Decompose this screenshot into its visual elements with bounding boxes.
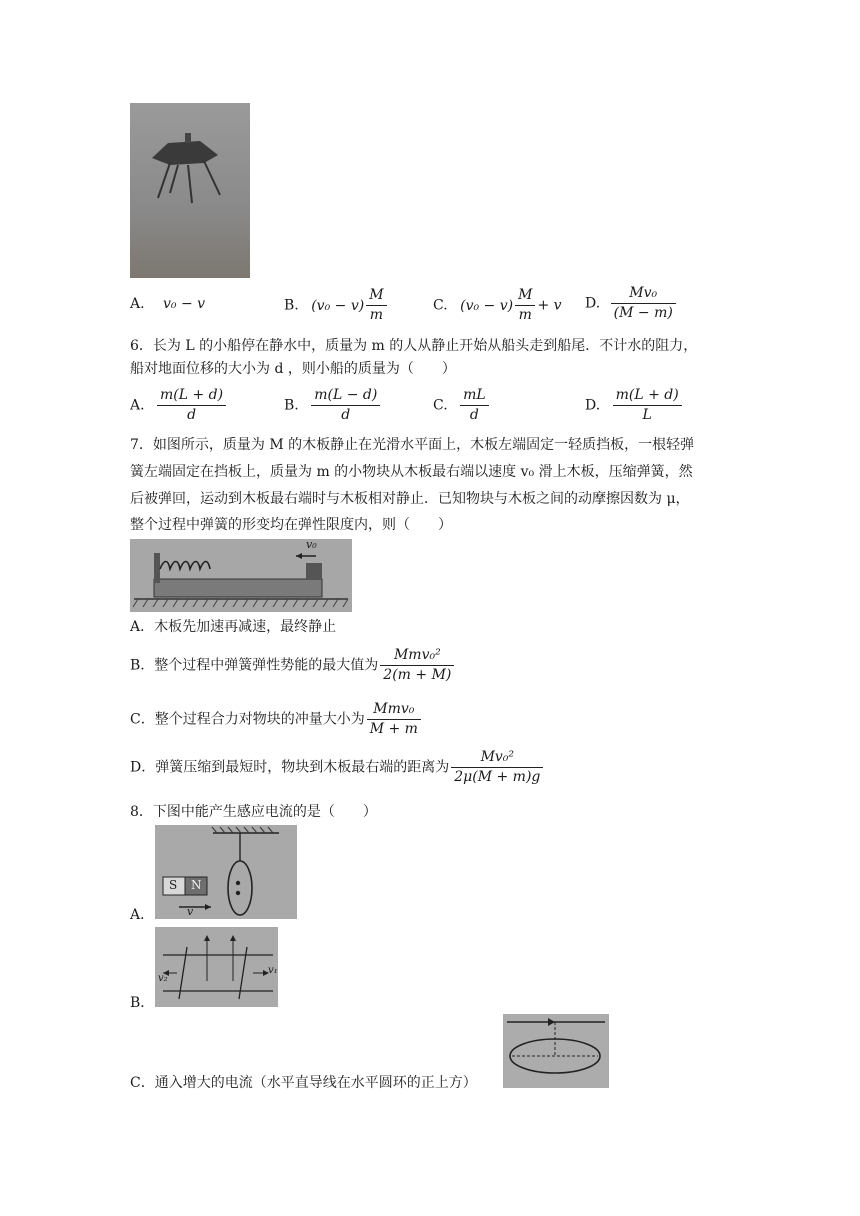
q5-option-c [433, 286, 562, 325]
q6-option-c [433, 386, 491, 425]
q8-option-c: C．通入增大的电流（水平直导线在水平圆环的正上方） [130, 1075, 477, 1091]
option-label: B. [284, 397, 299, 414]
fraction: $\frac{\text{Mv₀}}{(M - m)}$ [611, 284, 676, 323]
q7-line-4: 整个过程中弹簧的形变均在弹性限度内，则（ ） [130, 517, 452, 533]
fraction: $\frac{\text{Mmv₀²}}{2(m + M)}$ [380, 646, 454, 685]
lander-sketch [130, 103, 250, 278]
option-label: D. [585, 295, 601, 312]
option-expr: v₀ − v [163, 296, 206, 312]
fraction: $\frac{m(L + d)}{L}$ [613, 386, 682, 425]
q5-option-d [585, 284, 678, 323]
magnet-n-label: N [191, 878, 202, 892]
option-label: C. [433, 397, 448, 414]
fraction: $\frac{M}{m}$ [515, 286, 535, 325]
option-text: C．整个过程合力对物块的冲量大小为 [130, 711, 365, 728]
velocity-label: v₀ [306, 538, 317, 551]
magnet-loop-figure [155, 825, 297, 919]
q7-option-c [130, 700, 423, 739]
q8-option-a-label: A． [130, 907, 155, 923]
q7-option-a: A．木板先加速再减速，最终静止 [130, 619, 337, 635]
fraction: $\frac{m(L - d)}{d}$ [311, 386, 380, 425]
q5-option-a [130, 296, 205, 312]
fraction: $\frac{m(L + d)}{d}$ [157, 386, 226, 425]
spring-board-diagram [130, 539, 352, 612]
fraction: $\frac{M}{m}$ [366, 286, 386, 325]
q6-line-2: 船对地面位移的大小为 d ，则小船的质量为（ ） [130, 361, 456, 377]
q7-option-d [130, 748, 545, 787]
q8-option-b-label: B． [130, 995, 155, 1011]
q7-option-b [130, 646, 456, 685]
velocity-v1-label: v₁ [268, 965, 278, 976]
q8-stem: 8．下图中能产生感应电流的是（ ） [130, 804, 377, 820]
rails-figure [155, 927, 278, 1007]
rails-diagram [155, 927, 278, 1007]
option-label: A. [130, 296, 145, 312]
option-label: D. [585, 397, 601, 414]
option-label: A. [130, 397, 145, 414]
q6-option-a [130, 386, 228, 425]
q5-option-b [284, 286, 389, 325]
option-text: B．整个过程中弹簧弹性势能的最大值为 [130, 657, 379, 674]
option-expr: (v₀ − v) [460, 297, 514, 314]
q7-line-3: 后被弹回，运动到木板最右端时与木板相对静止．已知物块与木板之间的动摩擦因数为 μ， [130, 491, 690, 507]
q6-option-b [284, 386, 382, 425]
magnet-s-label: S [169, 878, 178, 892]
velocity-label: v [187, 905, 194, 918]
q6-line-1: 6．长为 L 的小船停在静水中，质量为 m 的人从静止开始从船头走到船尾．不计水的阻力， [130, 338, 698, 354]
q7-line-1: 7．如图所示，质量为 M 的木板静止在光滑水平面上，木板左端固定一轻质挡板，一根轻弹 [130, 437, 695, 453]
q6-option-d [585, 386, 684, 425]
option-expr: (v₀ − v) [311, 297, 365, 314]
spring-board-figure [130, 539, 352, 612]
option-expr: + v [537, 297, 562, 314]
fraction: $\frac{\text{Mv₀²}}{2\mu(M + m)g}$ [451, 748, 543, 787]
option-label: B. [284, 297, 299, 314]
fraction: $\frac{\text{Mmv₀}}{M + m}$ [367, 700, 421, 739]
magnet-loop-diagram [155, 825, 297, 919]
fraction: $\frac{mL}{d}$ [460, 386, 489, 425]
lander-photo [130, 103, 250, 278]
option-label: C. [433, 297, 448, 314]
wire-ring-figure [503, 1014, 609, 1088]
option-text: D．弹簧压缩到最短时，物块到木板最右端的距离为 [130, 759, 450, 776]
wire-ring-diagram [503, 1014, 609, 1088]
velocity-v2-label: v₂ [158, 973, 168, 984]
q7-line-2: 簧左端固定在挡板上，质量为 m 的小物块从木板最右端以速度 v₀ 滑上木板，压缩弹簧，然 [130, 464, 693, 480]
